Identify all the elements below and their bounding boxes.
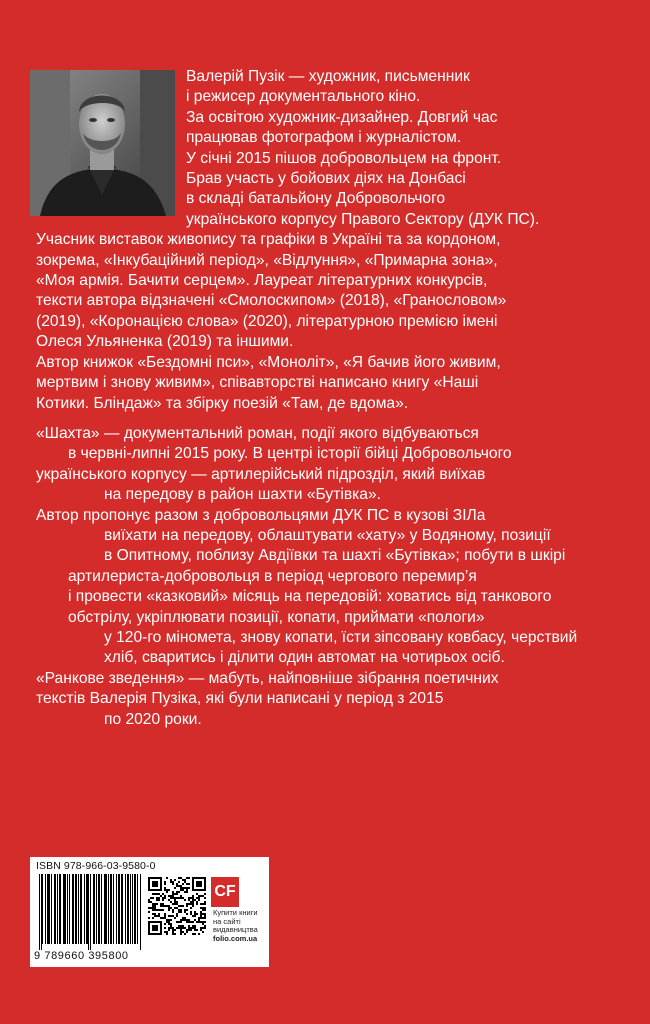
- barcode-number: 9 789660 395800: [34, 950, 129, 962]
- isbn-barcode-panel: [30, 857, 269, 967]
- book-annotation: [36, 424, 592, 730]
- annotation-line: хліб, сваритись і ділити один автомат на чотирьох осіб.: [104, 649, 505, 667]
- qr-code-icon: [148, 877, 206, 935]
- annotation-line: артилериста-добровольця в період чергового перемир’я: [68, 567, 477, 585]
- buy-text-line: на сайті: [213, 916, 241, 926]
- bio-line: Учасник виставок живопису та графіки в Україні та за кордоном,: [36, 231, 501, 249]
- author-bio: [36, 67, 586, 414]
- annotation-line: українського корпусу — артилерійський підрозділ, який виїхав: [36, 465, 486, 483]
- bio-line: Брав участь у бойових діях на Донбасі: [186, 170, 466, 188]
- bio-line: «Моя армія. Бачити серцем». Лауреат літературних конкурсів,: [36, 272, 488, 290]
- bio-line: і режисер документального кіно.: [186, 88, 421, 106]
- annotation-line: у 120-го міномета, знову копати, їсти зіпсовану ковбасу, черствий: [104, 629, 578, 647]
- annotation-line: текстів Валерія Пузіка, які були написані у період з 2015: [36, 690, 444, 708]
- bio-line: Котики. Бліндаж» та збірку поезій «Там, де вдома».: [36, 394, 409, 412]
- bio-line: зокрема, «Інкубаційний період», «Відлуння», «Примарна зона»,: [36, 251, 498, 269]
- annotation-line: обстрілу, укріплювати позиції, копати, приймати «пологи»: [68, 608, 485, 626]
- buy-online-note: [213, 909, 258, 943]
- bio-line: Валерій Пузік — художник, письменник: [186, 68, 470, 85]
- buy-text-line: Купити книги: [213, 908, 258, 917]
- bio-line: Автор книжок «Бездомні пси», «Моноліт», «Я бачив його живим,: [36, 353, 501, 371]
- buy-text-line: видавництва: [213, 925, 258, 935]
- annotation-line: і провести «казковий» місяць на передовій: ховатись від танкового: [68, 588, 552, 606]
- annotation-line: виїхати на передову, облаштувати «хату» у Водяному, позиції: [104, 527, 551, 545]
- annotation-line: на передову в район шахти «Бутівка».: [104, 486, 381, 504]
- annotation-line: Автор пропонує разом з добровольцями ДУК ПС в кузові ЗІЛа: [36, 506, 486, 524]
- bio-line: мертвим і знову живим», співавторстві написано книгу «Наші: [36, 374, 479, 392]
- bio-line: У січні 2015 пішов добровольцем на фронт.: [186, 149, 502, 167]
- isbn-text: ISBN 978-966-03-9580-0: [36, 860, 156, 872]
- bio-line: Олеся Ульяненка (2019) та іншими.: [36, 333, 294, 351]
- bio-line: тексти автора відзначені «Смолоскипом» (2018), «Гранословом»: [36, 292, 507, 310]
- bio-line: в складі батальйону Добровольчого: [186, 190, 446, 208]
- annotation-line: в червні-липні 2015 року. В центрі історії бійці Добровольчого: [68, 445, 512, 463]
- barcode: [38, 874, 142, 950]
- bio-line: працював фотографом і журналістом.: [186, 129, 462, 147]
- bio-line: (2019), «Коронацією слова» (2020), літературною премією імені: [36, 312, 498, 330]
- publisher-logo: CF: [211, 877, 239, 907]
- annotation-line: в Опитному, поблизу Авдіївки та шахті «Бутівка»; побути в шкірі: [104, 547, 566, 565]
- bio-line: За освітою художник-дизайнер. Довгий час: [186, 108, 498, 126]
- annotation-line: «Шахта» — документальний роман, події якого відбуваються: [36, 425, 479, 442]
- publisher-website: folio.com.ua: [213, 933, 258, 943]
- bio-line: українського корпусу Правого Сектору (ДУК ПС).: [186, 210, 540, 228]
- annotation-line: «Ранкове зведення» — мабуть, найповніше зібрання поетичних: [36, 669, 499, 687]
- annotation-line: по 2020 роки.: [104, 710, 202, 728]
